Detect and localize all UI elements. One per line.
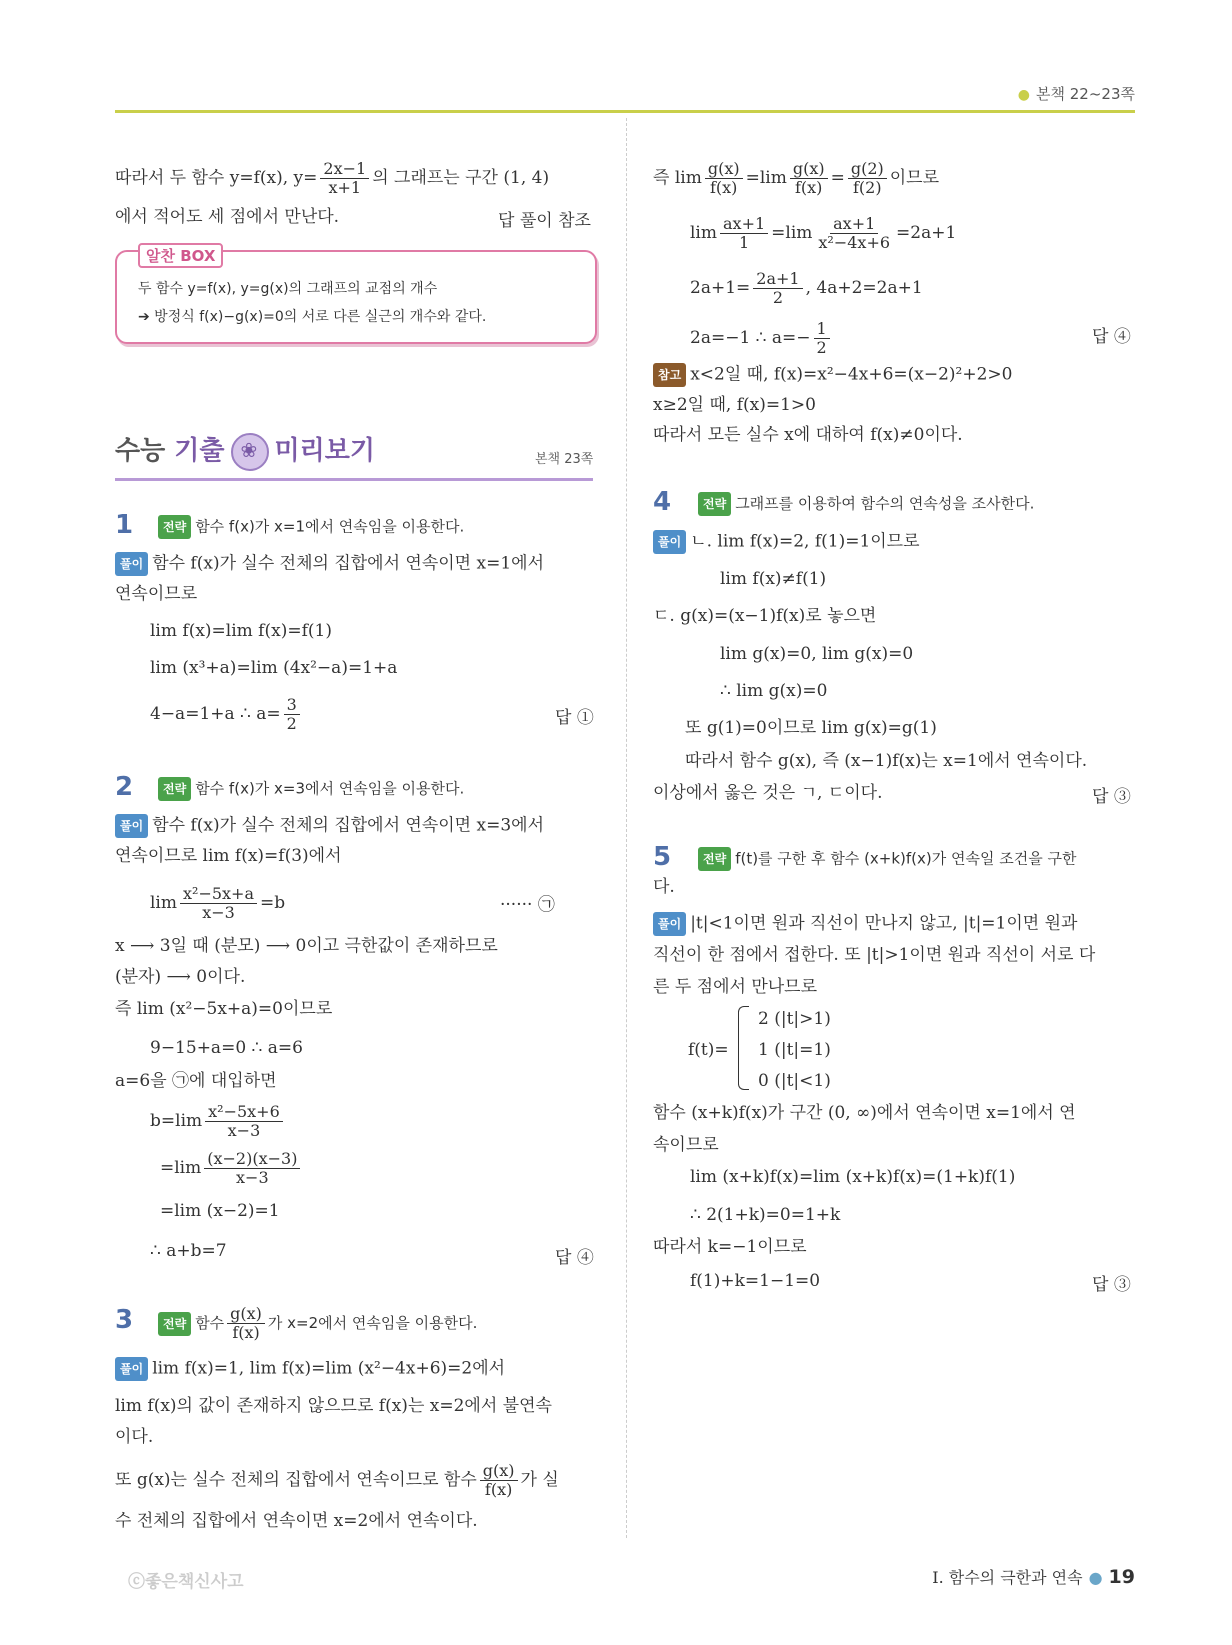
solution-badge: 풀이 — [115, 1357, 148, 1381]
answer: 답 ① — [555, 708, 594, 728]
text-line: 이다. — [115, 1427, 154, 1447]
text-line: 또 g(x)는 실수 전체의 집합에서 연속이므로 함수 $\frac{g(x)}{f(x)}$ 가 실 — [115, 1461, 559, 1499]
equation: ∴ lim g(x)=0 — [720, 681, 828, 701]
fraction: $\frac{g(x)}{f(x)}$ — [480, 1462, 518, 1499]
fraction: $\frac{1}{2}$ — [814, 320, 830, 357]
note-line: 따라서 모든 실수 x에 대하여 f(x)≠0이다. — [653, 425, 963, 445]
problem-number: 1 — [115, 510, 134, 540]
equation: lim $\frac{ax+1}{1}$ =lim $\frac{ax+1}{\text{x²−4x+6}}$ =2a+1 — [690, 214, 957, 252]
problem-number: 5 — [653, 842, 672, 872]
equation: 2a=−1 ∴ a=− $\frac{1}{2}$ — [690, 320, 833, 357]
text-line: 이상에서 옳은 것은 ㄱ, ㄷ이다. — [653, 783, 883, 803]
strategy-badge: 전략 — [698, 847, 731, 871]
strategy-line: 전략 함수 f(x)가 x=1에서 연속임을 이용한다. — [158, 515, 464, 539]
problem-number: 3 — [115, 1305, 134, 1335]
fraction: $\frac{\text{x²−5x+6}}{x-3}$ — [205, 1103, 283, 1140]
text-line: x ⟶ 3일 때 (분모) ⟶ 0이고 극한값이 존재하므로 — [115, 936, 498, 956]
solution-badge: 풀이 — [115, 814, 148, 838]
strategy-badge: 전략 — [698, 492, 731, 516]
equation: lim g(x)=0, lim g(x)=0 — [720, 644, 914, 664]
equation: =lim $\frac{(x-2)(x-3)}{x-3}$ — [160, 1150, 303, 1187]
answer: 답 ③ — [1092, 787, 1131, 807]
equation: f(1)+k=1−1=0 — [690, 1271, 821, 1291]
fraction: $\frac{g(2)}{f(2)}$ — [848, 160, 887, 197]
tip-title: 알찬 BOX — [138, 243, 223, 268]
solution-line: 풀이 |t|<1이면 원과 직선이 만나지 않고, |t|=1이면 원과 — [653, 912, 1077, 936]
equation: lim (x+k)f(x)=lim (x+k)f(x)=(1+k)f(1) — [690, 1167, 1016, 1187]
solution-badge: 풀이 — [653, 530, 686, 554]
note-line: x≥2일 때, f(x)=1>0 — [653, 395, 816, 415]
fraction: $\frac{g(x)}{f(x)}$ — [705, 160, 743, 197]
equation: =lim (x−2)=1 — [160, 1201, 280, 1221]
answer: 답 ③ — [1092, 1275, 1131, 1295]
solution-line: 풀이 ㄴ. lim f(x)=2, f(1)=1이므로 — [653, 530, 920, 554]
strategy-badge: 전략 — [158, 515, 191, 539]
section-reference: 본책 23쪽 — [535, 452, 594, 467]
mascot-icon — [231, 433, 269, 471]
equation: lim $\frac{\text{x²−5x+a}}{x-3}$ =b — [150, 884, 286, 922]
text-line: 함수 (x+k)f(x)가 구간 (0, ∞)에서 연속이면 x=1에서 연 — [653, 1103, 1076, 1123]
section-title: 수능 기출❀ 미리보기 — [115, 430, 375, 471]
text-line: 즉 lim (x²−5x+a)=0이므로 — [115, 999, 333, 1019]
text-line: 직선이 한 점에서 접한다. 또 |t|>1이면 원과 직선이 서로 다 — [653, 945, 1096, 965]
equation: 즉 lim $\frac{g(x)}{f(x)}$ =lim $\frac{g(x)}{f(x)}$ = $\frac{g(2)}{f(2)}$ 이므로 — [653, 159, 940, 197]
equation: b=lim $\frac{\text{x²−5x+6}}{x-3}$ — [150, 1103, 286, 1140]
equation: 4−a=1+a ∴ a= $\frac{3}{2}$ — [150, 696, 303, 733]
solution-line: 풀이 함수 f(x)가 실수 전체의 집합에서 연속이면 x=1에서 — [115, 552, 544, 576]
fraction: $\frac{3}{2}$ — [284, 696, 300, 733]
header-rule — [115, 110, 1135, 113]
text-line: 속이므로 — [653, 1135, 719, 1155]
page-number: 19 — [1108, 1566, 1135, 1588]
problem-number: 2 — [115, 772, 134, 802]
fraction: $\frac{ax+1}{1}$ — [720, 215, 768, 252]
solution-line: 연속이므로 — [115, 584, 198, 604]
equation-mark: ······ ㉠ — [500, 895, 555, 915]
section-rule — [115, 478, 593, 481]
bullet-icon: ● — [1088, 1568, 1103, 1587]
solution-badge: 풀이 — [115, 552, 148, 576]
tip-line1: 두 함수 y=f(x), y=g(x)의 그래프의 교점의 개수 — [138, 281, 438, 297]
text-line: a=6을 ㉠에 대입하면 — [115, 1071, 277, 1091]
equation: lim f(x)≠f(1) — [720, 569, 827, 589]
solution-line: 풀이 함수 f(x)가 실수 전체의 집합에서 연속이면 x=3에서 — [115, 814, 544, 838]
fraction: $\frac{2a+1}{2}$ — [753, 270, 802, 307]
text-line: 수 전체의 집합에서 연속이면 x=2에서 연속이다. — [115, 1511, 478, 1531]
equation: lim (x³+a)=lim (4x²−a)=1+a — [150, 658, 398, 678]
solution-line: 연속이므로 lim f(x)=f(3)에서 — [115, 846, 342, 866]
fraction: $\frac{2x-1}{x+1}$ — [320, 160, 369, 197]
text-line: ㄷ. g(x)=(x−1)f(x)로 놓으면 — [653, 606, 877, 626]
fraction: $\frac{g(x)}{f(x)}$ — [227, 1305, 265, 1342]
problem-number: 4 — [653, 487, 672, 517]
note-badge: 참고 — [653, 363, 686, 387]
text-line: (분자) ⟶ 0이다. — [115, 967, 246, 987]
strategy-line: 전략 f(t)를 구한 후 함수 (x+k)f(x)가 연속일 조건을 구한 — [698, 847, 1076, 871]
fraction: $\frac{\text{x²−5x+a}}{x-3}$ — [180, 885, 257, 922]
bullet-icon: ● — [1017, 87, 1031, 103]
case-line: 1 (|t|=1) — [758, 1040, 831, 1060]
text-line: 따라서 함수 g(x), 즉 (x−1)f(x)는 x=1에서 연속이다. — [685, 751, 1088, 771]
equation: ∴ a+b=7 — [150, 1241, 227, 1261]
answer: 답 ④ — [1092, 327, 1131, 347]
solution-line: 풀이 lim f(x)=1, lim f(x)=lim (x²−4x+6)=2에서 — [115, 1357, 505, 1381]
publisher-mark: ⓒ좋은책신사고 — [128, 1572, 244, 1592]
strategy-line: 다. — [653, 877, 675, 897]
case-line: 2 (|t|>1) — [758, 1009, 831, 1029]
equation: ∴ 2(1+k)=0=1+k — [690, 1205, 841, 1225]
answer-intro: 답 풀이 참조 — [498, 211, 591, 231]
fraction: $\frac{(x-2)(x-3)}{x-3}$ — [204, 1150, 300, 1187]
text-line: 또 g(1)=0이므로 lim g(x)=g(1) — [685, 718, 937, 738]
intro-line1: 따라서 두 함수 y=f(x), y= $\frac{2x-1}{x+1}$ 의 그래프는 구간 (1, 4) — [115, 159, 550, 197]
solution-badge: 풀이 — [653, 912, 686, 936]
equation: 2a+1= $\frac{2a+1}{2}$ , 4a+2=2a+1 — [690, 269, 923, 307]
strategy-line: 전략 함수 f(x)가 x=3에서 연속임을 이용한다. — [158, 777, 464, 801]
strategy-badge: 전략 — [158, 1312, 191, 1336]
page-reference: ● 본책 22~23쪽 — [1017, 85, 1135, 103]
equation: 9−15+a=0 ∴ a=6 — [150, 1038, 303, 1058]
page-footer: Ⅰ. 함수의 극한과 연속 ● 19 — [932, 1566, 1135, 1588]
text-line: 따라서 k=−1이므로 — [653, 1237, 807, 1257]
strategy-line: 전략 함수 $\frac{g(x)}{f(x)}$ 가 x=2에서 연속임을 이용한다. — [158, 1305, 477, 1342]
case-brace — [738, 1006, 749, 1090]
fraction: $\frac{g(x)}{f(x)}$ — [790, 160, 828, 197]
note-line: 참고 x<2일 때, f(x)=x²−4x+6=(x−2)²+2>0 — [653, 363, 1012, 387]
strategy-badge: 전략 — [158, 777, 191, 801]
intro-line2: 에서 적어도 세 점에서 만난다. — [115, 207, 340, 227]
column-separator — [626, 118, 627, 1538]
strategy-line: 전략 그래프를 이용하여 함수의 연속성을 조사한다. — [698, 492, 1034, 516]
equation: lim f(x)=lim f(x)=f(1) — [150, 621, 332, 641]
equation: f(t)= — [688, 1040, 729, 1060]
case-line: 0 (|t|<1) — [758, 1071, 831, 1091]
text-line: 른 두 점에서 만나므로 — [653, 977, 818, 997]
fraction: $\frac{ax+1}{\text{x²−4x+6}}$ — [818, 214, 891, 252]
text-line: lim f(x)의 값이 존재하지 않으므로 f(x)는 x=2에서 불연속 — [115, 1396, 552, 1416]
answer: 답 ④ — [555, 1248, 594, 1268]
tip-line2: ➔ 방정식 f(x)−g(x)=0의 서로 다른 실근의 개수와 같다. — [138, 309, 487, 325]
